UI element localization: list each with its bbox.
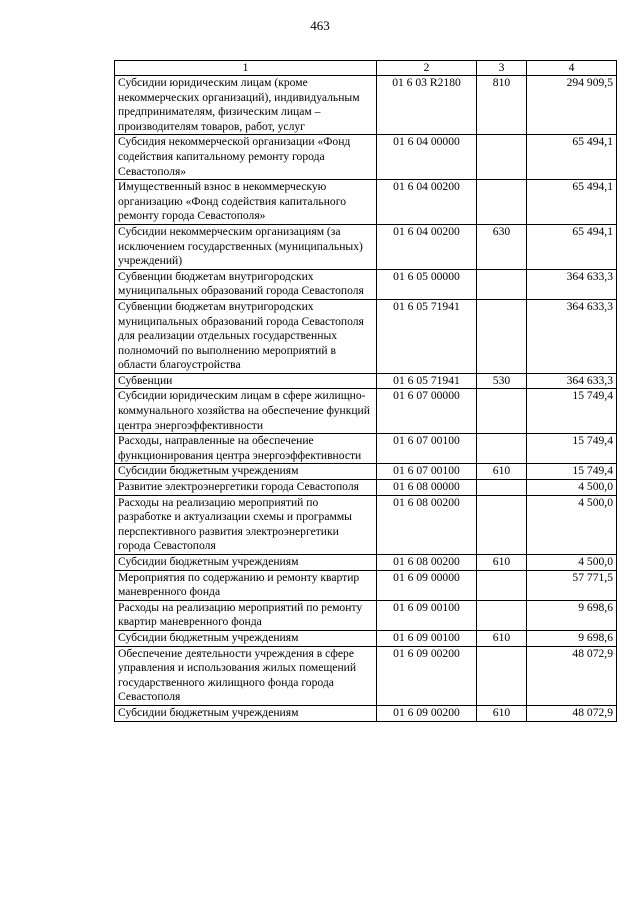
table-row [115,600,617,630]
table-row [115,135,617,180]
cell-name: Субвенции бюджетам внутригородских муниципальных образований города Севастополя [115,269,377,299]
cell-code: 01 6 07 00000 [377,389,477,434]
column-header-amount: 4 [527,61,617,76]
cell-amount: 57 771,5 [527,570,617,600]
cell-name: Субсидии бюджетным учреждениям [115,555,377,571]
table-row [115,269,617,299]
cell-name: Субсидии юридическим лицам (кроме некоммерческих организаций), индивидуальным предпринимателям, физическим лицам – производителям товаров, работ, услуг [115,76,377,135]
cell-name: Субвенции бюджетам внутригородских муниципальных образований города Севастополя для реализации отдельных государственных полномочий по выполнению мероприятий в области благоустройства [115,299,377,373]
cell-expense-type: 530 [477,373,527,389]
cell-name: Расходы, направленные на обеспечение функционирования центра энергоэффективности [115,434,377,464]
table-row [115,646,617,705]
cell-expense-type: 610 [477,630,527,646]
cell-amount: 15 749,4 [527,389,617,434]
cell-expense-type [477,646,527,705]
cell-name: Субсидии юридическим лицам в сфере жилищно-коммунального хозяйства на обеспечение функций центра энергоэффективности [115,389,377,434]
cell-code: 01 6 03 R2180 [377,76,477,135]
cell-name: Обеспечение деятельности учреждения в сфере управления и использования жилых помещений государственного жилищного фонда города Севастополя [115,646,377,705]
cell-amount: 9 698,6 [527,630,617,646]
table-row [115,705,617,721]
budget-table [114,60,617,722]
cell-expense-type [477,570,527,600]
cell-name: Субсидии бюджетным учреждениям [115,630,377,646]
table-row [115,570,617,600]
table-row [115,180,617,225]
table-row [115,434,617,464]
cell-code: 01 6 09 00200 [377,705,477,721]
table-row [115,389,617,434]
cell-name: Имущественный взнос в некоммерческую организацию «Фонд содействия капитального ремонту города Севастополя» [115,180,377,225]
cell-code: 01 6 04 00200 [377,180,477,225]
table-row [115,299,617,373]
cell-expense-type: 610 [477,464,527,480]
table-row [115,224,617,269]
cell-expense-type [477,299,527,373]
cell-name: Субсидии бюджетным учреждениям [115,705,377,721]
cell-expense-type: 810 [477,76,527,135]
cell-code: 01 6 09 00000 [377,570,477,600]
table-row [115,464,617,480]
cell-amount: 364 633,3 [527,373,617,389]
cell-expense-type: 610 [477,555,527,571]
cell-code: 01 6 08 00200 [377,495,477,554]
cell-code: 01 6 05 71941 [377,373,477,389]
cell-amount: 9 698,6 [527,600,617,630]
table-row [115,555,617,571]
cell-expense-type [477,180,527,225]
cell-code: 01 6 09 00100 [377,600,477,630]
cell-expense-type [477,135,527,180]
table-row [115,630,617,646]
cell-code: 01 6 08 00200 [377,555,477,571]
page-number: 463 [310,18,330,33]
cell-code: 01 6 05 00000 [377,269,477,299]
cell-amount: 15 749,4 [527,464,617,480]
cell-code: 01 6 07 00100 [377,434,477,464]
cell-name: Субсидии некоммерческим организациям (за исключением государственных (муниципальных) учреждений) [115,224,377,269]
cell-amount: 15 749,4 [527,434,617,464]
cell-name: Субсидии бюджетным учреждениям [115,464,377,480]
cell-expense-type [477,434,527,464]
table-header-row [115,61,617,76]
table-row [115,495,617,554]
cell-amount: 4 500,0 [527,555,617,571]
column-header-name: 1 [115,61,377,76]
cell-amount: 364 633,3 [527,269,617,299]
table-row [115,480,617,496]
cell-expense-type [477,495,527,554]
column-header-type: 3 [477,61,527,76]
cell-code: 01 6 04 00000 [377,135,477,180]
cell-code: 01 6 09 00100 [377,630,477,646]
cell-code: 01 6 07 00100 [377,464,477,480]
cell-expense-type: 610 [477,705,527,721]
cell-code: 01 6 04 00200 [377,224,477,269]
cell-code: 01 6 05 71941 [377,299,477,373]
cell-amount: 4 500,0 [527,480,617,496]
cell-name: Субсидия некоммерческой организации «Фонд содействия капитальному ремонту города Севастополя» [115,135,377,180]
cell-name: Развитие электроэнергетики города Севастополя [115,480,377,496]
cell-expense-type [477,269,527,299]
cell-code: 01 6 08 00000 [377,480,477,496]
table-row [115,373,617,389]
cell-expense-type [477,600,527,630]
cell-name: Расходы на реализацию мероприятий по разработке и актуализации схемы и программы перспективного развития электроэнергетики города Севастополя [115,495,377,554]
cell-name: Расходы на реализацию мероприятий по ремонту квартир маневренного фонда [115,600,377,630]
cell-amount: 364 633,3 [527,299,617,373]
cell-amount: 48 072,9 [527,705,617,721]
cell-name: Мероприятия по содержанию и ремонту квартир маневренного фонда [115,570,377,600]
table-row [115,76,617,135]
cell-amount: 294 909,5 [527,76,617,135]
cell-amount: 65 494,1 [527,135,617,180]
cell-code: 01 6 09 00200 [377,646,477,705]
cell-expense-type [477,480,527,496]
column-header-code: 2 [377,61,477,76]
cell-amount: 65 494,1 [527,224,617,269]
cell-expense-type [477,389,527,434]
cell-expense-type: 630 [477,224,527,269]
cell-amount: 4 500,0 [527,495,617,554]
cell-amount: 48 072,9 [527,646,617,705]
cell-name: Субвенции [115,373,377,389]
cell-amount: 65 494,1 [527,180,617,225]
